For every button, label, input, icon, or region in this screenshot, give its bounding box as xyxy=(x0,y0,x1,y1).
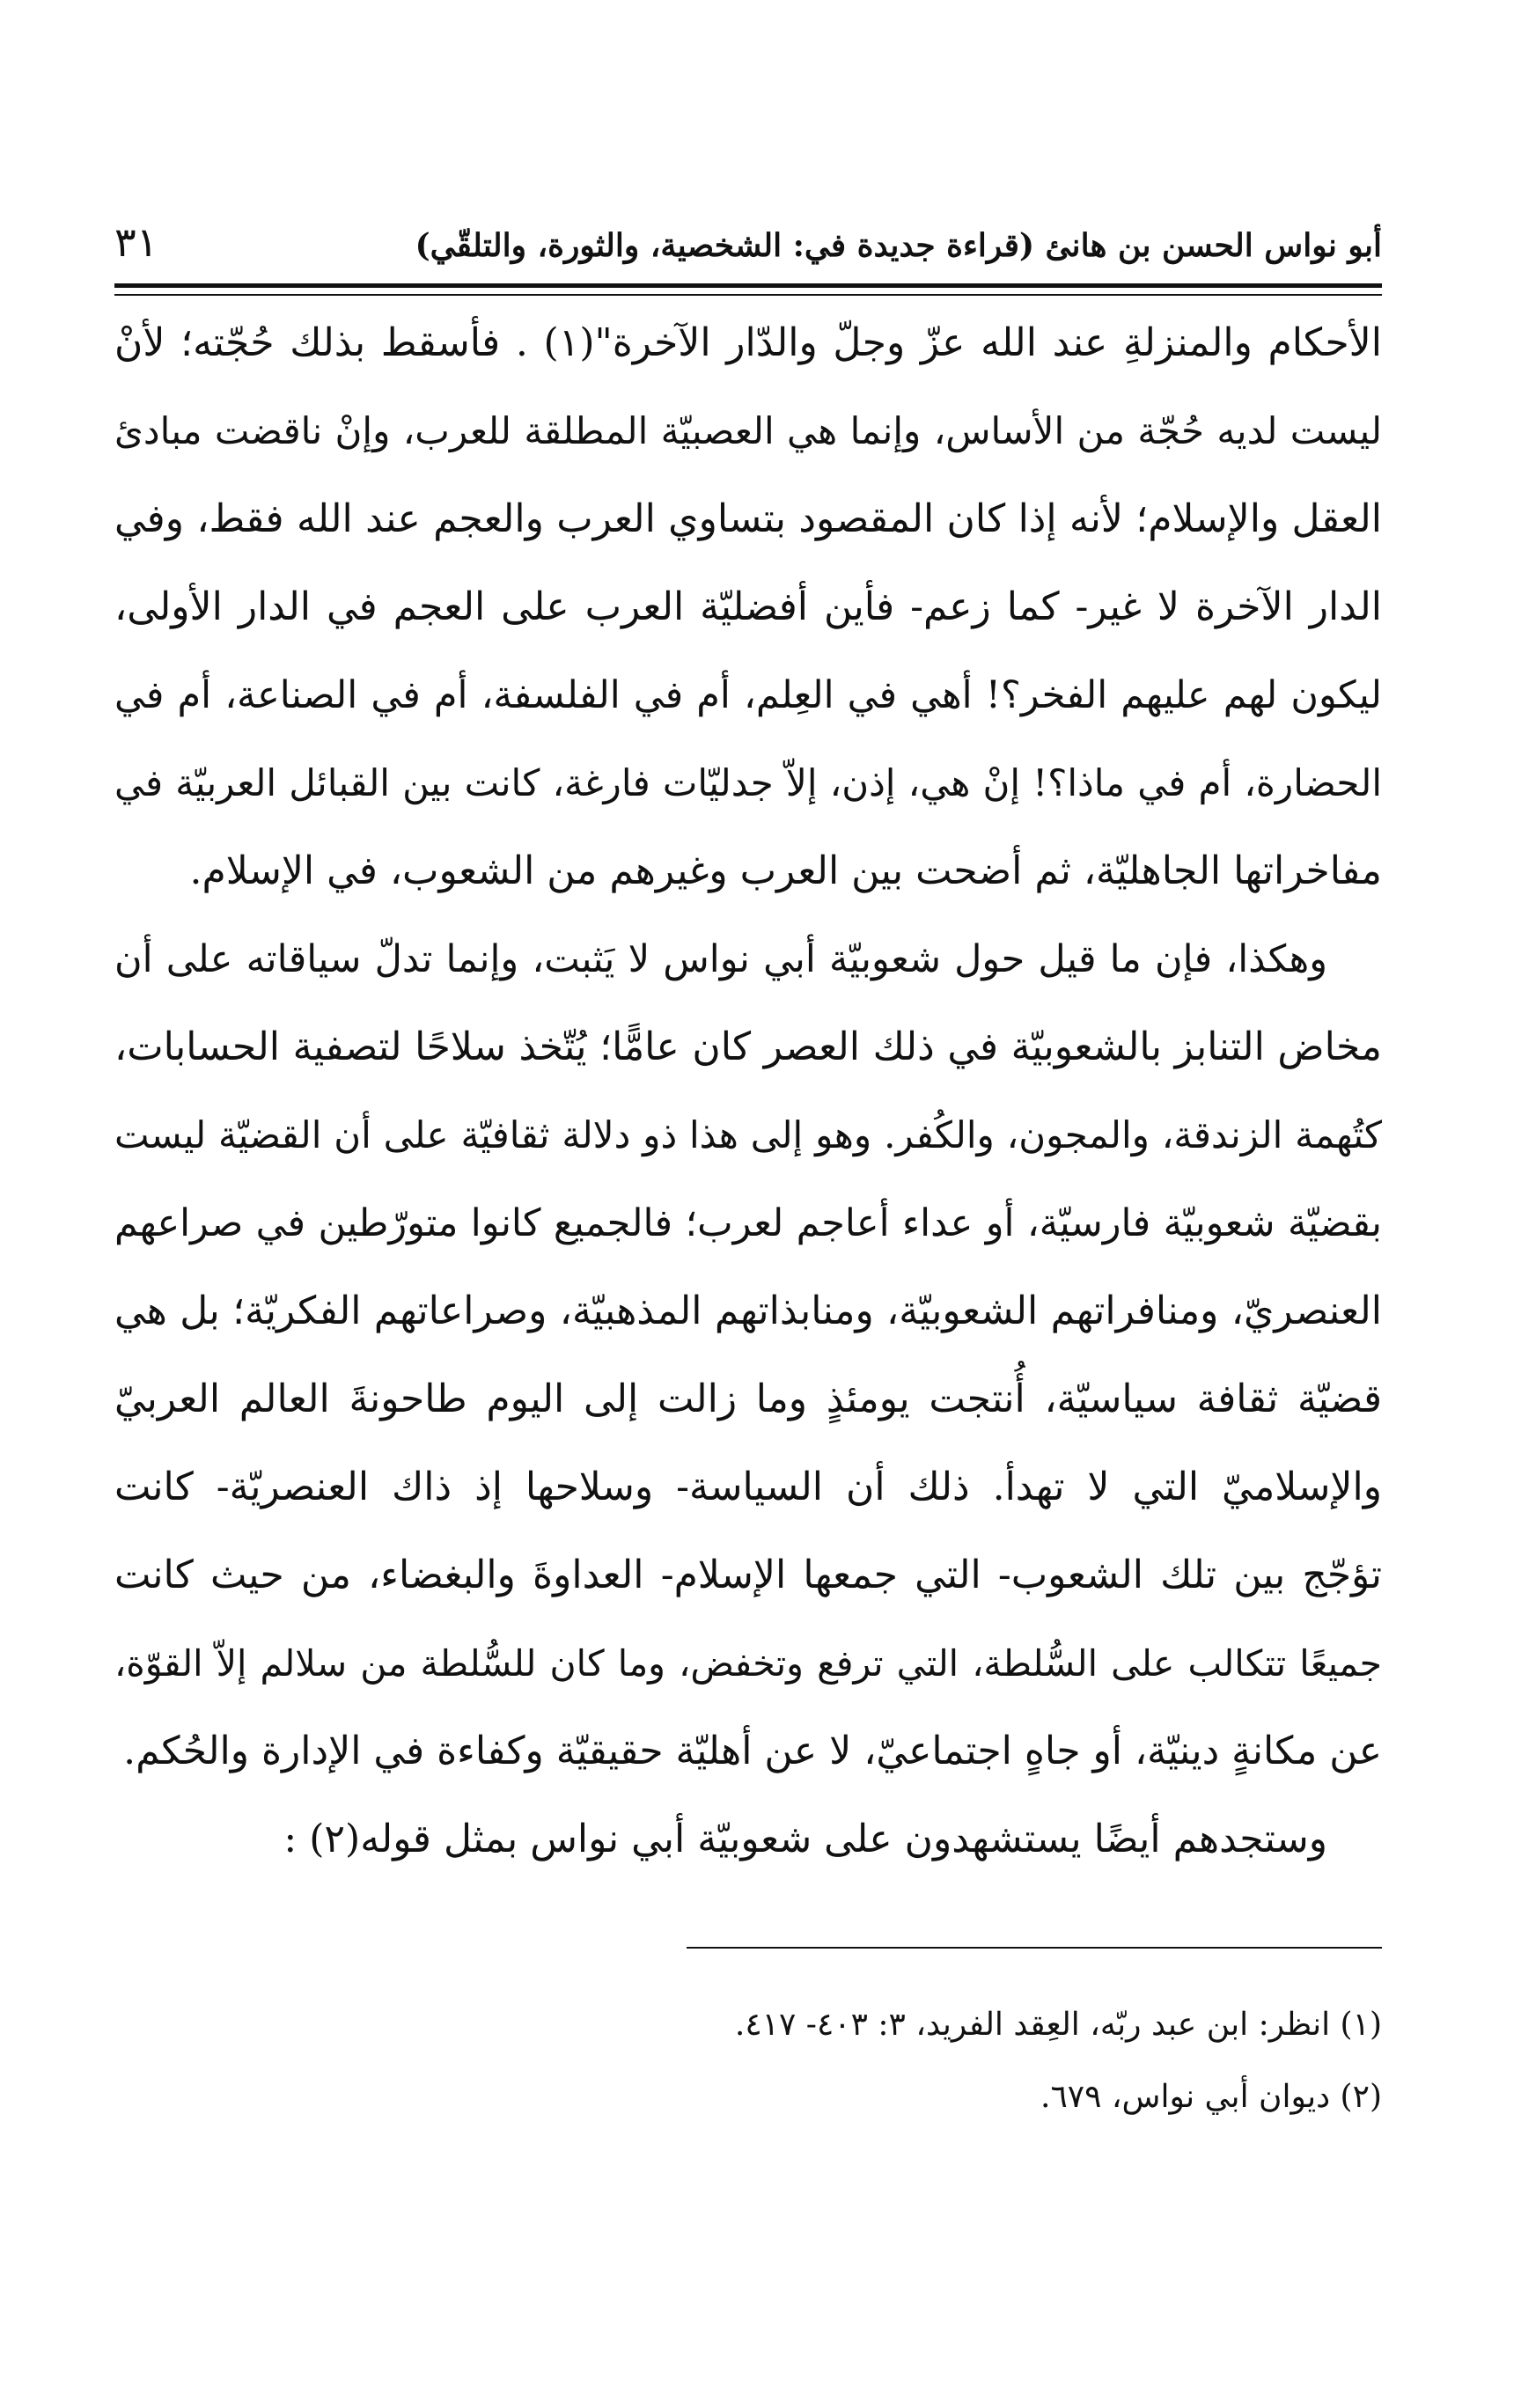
running-title: أبو نواس الحسن بن هانئ (قراءة جديدة في: الشخصية، والثورة، والتلقّي) xyxy=(415,227,1382,264)
text-line: بقضيّة شعوبيّة فارسيّة، أو عداء أعاجم لعرب؛ فالجميع كانوا متورّطين في صراعهم xyxy=(114,1201,1382,1245)
text-line: والإسلاميّ التي لا تهدأ. ذلك أن السياسة- وسلاحها إذ ذاك العنصريّة- كانت xyxy=(114,1465,1382,1509)
header-rule-thick xyxy=(114,283,1382,288)
text-line: وستجدهم أيضًا يستشهدون على شعوبيّة أبي نواس بمثل قوله(٢) : xyxy=(283,1817,1327,1861)
page-header xyxy=(114,209,1382,280)
text-line: ليست لديه حُجّة من الأساس، وإنما هي العصبيّة المطلقة للعرب، وإنْ ناقضت مبادئ xyxy=(114,409,1382,452)
footnote-separator xyxy=(687,1947,1382,1949)
text-line: ليكون لهم عليهم الفخر؟! أهي في العِلم، أم في الفلسفة، أم في الصناعة، أم في xyxy=(114,673,1382,717)
page-number: ٣١ xyxy=(114,218,158,266)
text-line: مفاخراتها الجاهليّة، ثم أضحت بين العرب وغيرهم من الشعوب، في الإسلام. xyxy=(189,848,1382,893)
text-line: وهكذا، فإن ما قيل حول شعوبيّة أبي نواس لا يَثبت، وإنما تدلّ سياقاته على أن xyxy=(114,937,1327,981)
text-line: قضيّة ثقافة سياسيّة، أُنتجت يومئذٍ وما زالت إلى اليوم طاحونةَ العالم العربيّ xyxy=(114,1377,1382,1421)
text-line: الدار الآخرة لا غير- كما زعم- فأين أفضليّة العرب على العجم في الدار الأولى، xyxy=(114,584,1382,629)
text-line: كتُهمة الزندقة، والمجون، والكُفر. وهو إلى هذا ذو دلالة ثقافيّة على أن القضيّة ليست xyxy=(114,1113,1382,1156)
text-line: جميعًا تتكالب على السُّلطة، التي ترفع وتخفض، وما كان للسُّلطة من سلالم إلاّ القوّة، xyxy=(114,1642,1382,1685)
header-rule-thin xyxy=(114,294,1382,296)
text-line: تؤجّج بين تلك الشعوب- التي جمعها الإسلام- العداوةَ والبغضاء، من حيث كانت xyxy=(114,1553,1382,1597)
text-line: الحضارة، أم في ماذا؟! إنْ هي، إذن، إلاّ جدليّات فارغة، كانت بين القبائل العربيّة في xyxy=(114,761,1382,804)
text-line: عن مكانةٍ دينيّة، أو جاهٍ اجتماعيّ، لا عن أهليّة حقيقيّة وكفاءة في الإدارة والحُكم. xyxy=(123,1729,1382,1773)
text-line: مخاض التنابز بالشعوبيّة في ذلك العصر كان عامًّا؛ يُتّخذ سلاحًا لتصفية الحسابات، xyxy=(114,1024,1382,1069)
footnote-1: (١) انظر: ابن عبد ربّه، العِقد الفريد، ٣: ٤٠٣- ٤١٧. xyxy=(734,2007,1382,2043)
footnotes xyxy=(114,1989,1382,2133)
text-line: العقل والإسلام؛ لأنه إذا كان المقصود بتساوي العرب والعجم عند الله فقط، وفي xyxy=(114,496,1382,541)
text-line: الأحكام والمنزلةِ عند الله عزّ وجلّ والدّار الآخرة"(١) . فأسقط بذلك حُجّته؛ لأنْ xyxy=(114,320,1382,365)
text-line: العنصريّ، ومنافراتهم الشعوبيّة، ومنابذاتهم المذهبيّة، وصراعاتهم الفكريّة؛ بل هي xyxy=(114,1288,1382,1333)
body-text xyxy=(114,299,1382,1883)
footnote-2: (٢) ديوان أبي نواس، ٦٧٩. xyxy=(1040,2079,1382,2115)
